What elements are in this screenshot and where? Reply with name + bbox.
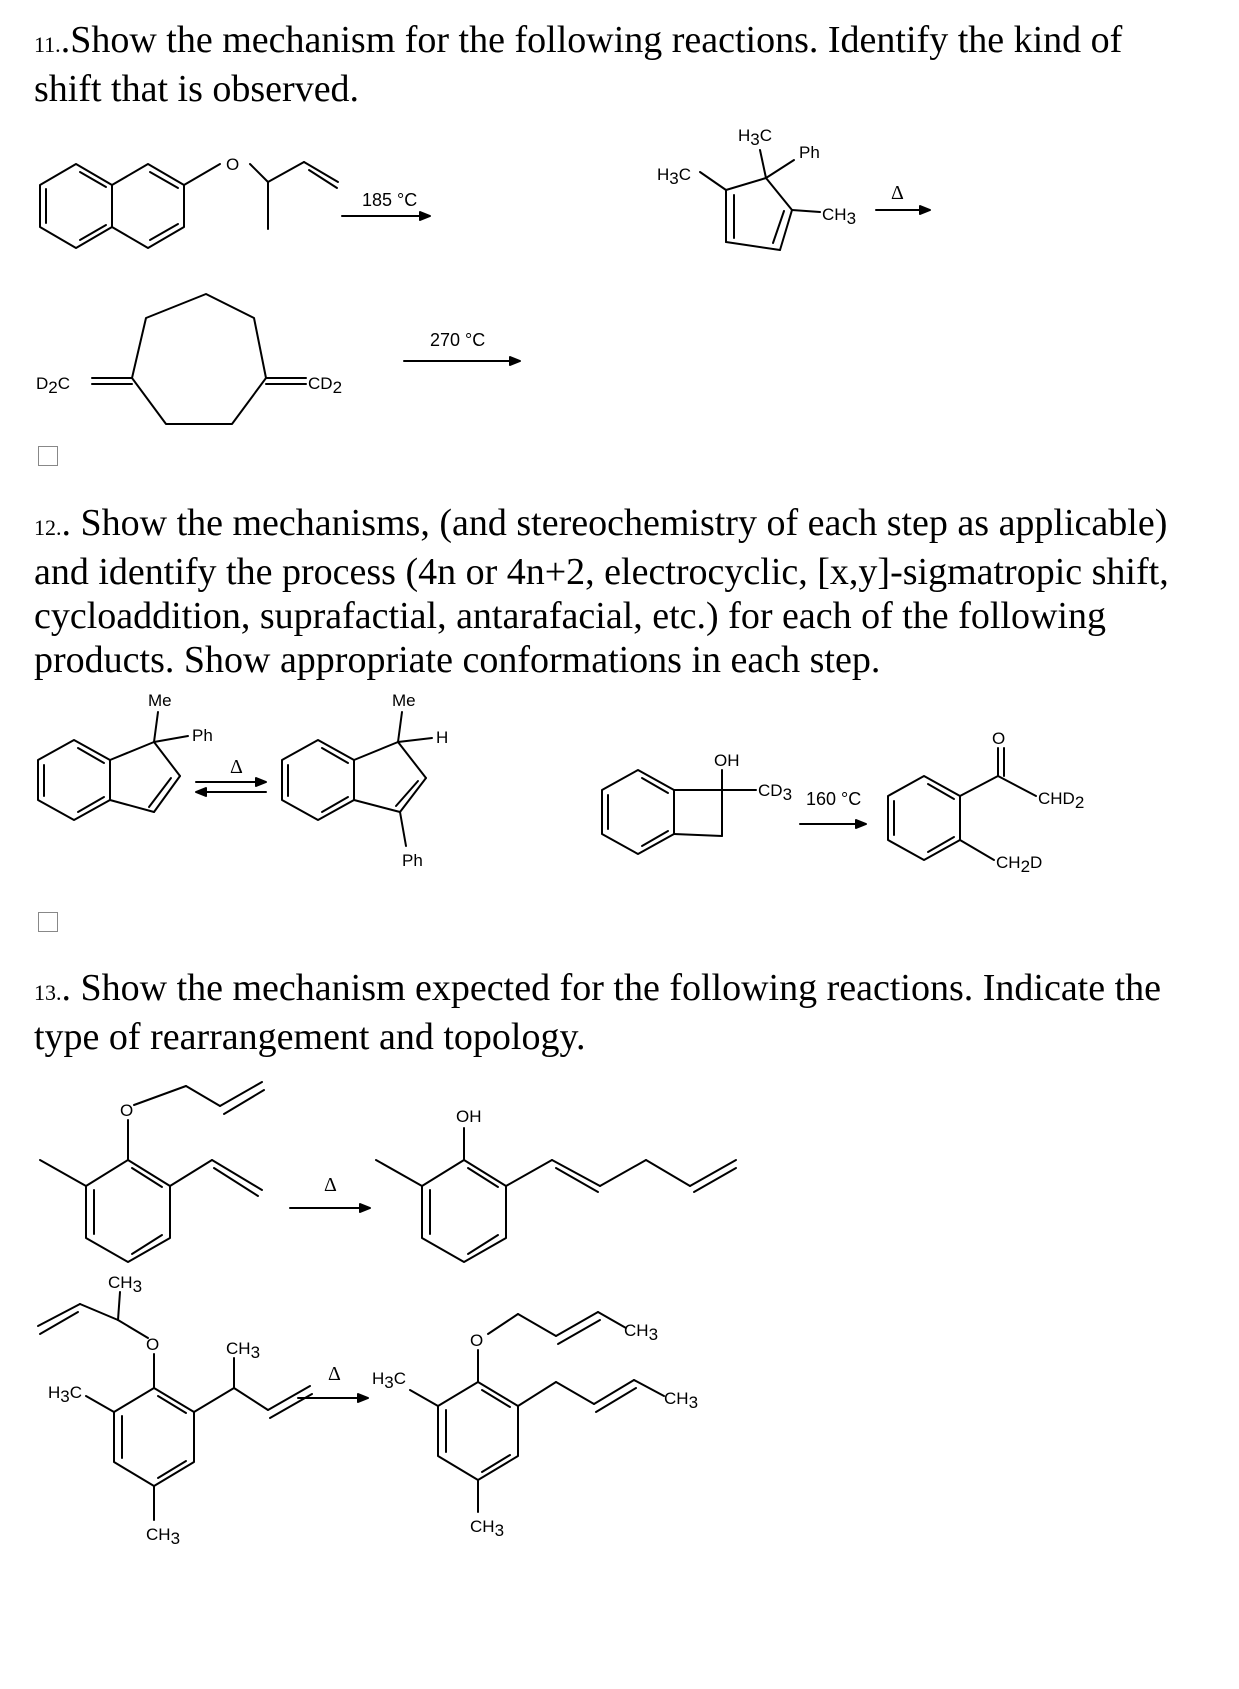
reaction-arrow-11a: [342, 212, 430, 220]
question-12-line4: products. Show appropriate conformations in each step.: [34, 639, 881, 681]
label-CH3-13b-prod-top: CH3: [624, 1321, 659, 1344]
label-CD3: CD3: [758, 781, 793, 804]
aryl-ketone-product: [888, 748, 1036, 860]
label-O-11a: O: [226, 155, 240, 174]
label-Ph-11b: Ph: [799, 143, 820, 162]
condition-185: 185 °C: [362, 190, 418, 210]
label-H-right: H: [436, 728, 449, 747]
indene-right: [282, 712, 432, 846]
label-O-13b-prod: O: [470, 1331, 484, 1350]
label-CH3-13b-prod-bottom: CH3: [470, 1517, 505, 1540]
question-13-line1: . Show the mechanism expected for the following reactions. Indicate the: [61, 967, 1162, 1009]
question-11-line1: .Show the mechanism for the following reactions. Identify the kind of: [60, 19, 1123, 61]
condition-270: 270 °C: [430, 330, 486, 350]
label-Ph-right: Ph: [402, 851, 423, 870]
condition-delta-11b: Δ: [891, 182, 904, 204]
question-12-line1: . Show the mechanisms, (and stereochemistry of each step as applicable): [61, 502, 1168, 544]
label-H3C-top: H3C: [738, 126, 773, 149]
product-13b: [410, 1312, 664, 1512]
question-12-number: 12.: [34, 515, 62, 540]
aryl-crotyl-ether-13b: [38, 1292, 312, 1520]
indene-left: [38, 712, 188, 820]
label-Me-left: Me: [148, 691, 172, 710]
equilibrium-arrow-12a: [196, 778, 266, 796]
label-Me-right: Me: [392, 691, 416, 710]
condition-delta-13a: Δ: [324, 1174, 337, 1196]
aryl-allyl-ether-13a: [40, 1082, 264, 1262]
label-OH-13a: OH: [456, 1107, 482, 1126]
condition-160: 160 °C: [806, 789, 862, 809]
label-CD2-11c: CD2: [308, 374, 343, 397]
label-O-12b: O: [992, 729, 1006, 748]
question-11-number: 11.: [34, 32, 61, 57]
label-H3C-left: H3C: [657, 165, 692, 188]
condition-delta-13b: Δ: [328, 1363, 341, 1385]
label-OH-12b: OH: [714, 751, 740, 770]
question-11-line2: shift that is observed.: [34, 68, 360, 110]
reaction-arrow-12b: [800, 820, 866, 828]
label-CH2D: CH2D: [996, 853, 1043, 876]
reaction-arrow-11b: [876, 206, 930, 214]
phenol-product-13a: [376, 1128, 736, 1262]
label-CH3-13b-top: CH3: [108, 1273, 143, 1296]
reaction-arrow-13a: [290, 1204, 370, 1212]
label-CHD2: CHD2: [1038, 789, 1085, 812]
benzocyclobutenol: [602, 770, 756, 854]
condition-delta-12a: Δ: [230, 756, 243, 778]
label-CH3-13b-mid: CH3: [226, 1339, 261, 1362]
question-13-line2: type of rearrangement and topology.: [34, 1016, 586, 1058]
question-13-number: 13.: [34, 980, 62, 1005]
label-CH3-13b-prod-right: CH3: [664, 1389, 699, 1412]
dimethylene-cycloheptane: [92, 294, 306, 424]
label-H3C-13b: H3C: [48, 1383, 83, 1406]
label-Ph-left: Ph: [192, 726, 213, 745]
cyclopentadiene-substituted: [700, 150, 820, 250]
question-12-line3: cycloaddition, suprafactial, antarafacial, etc.) for each of the following: [34, 595, 1106, 637]
label-H3C-13b-prod: H3C: [372, 1369, 407, 1392]
question-12-line2: and identify the process (4n or 4n+2, electrocyclic, [x,y]-sigmatropic shift,: [34, 551, 1169, 593]
label-D2C: D2C: [36, 374, 71, 397]
label-O-13b: O: [146, 1335, 160, 1354]
reaction-arrow-11c: [404, 357, 520, 365]
label-CH3-13b-bottom: CH3: [146, 1525, 181, 1548]
label-O-13a: O: [120, 1101, 134, 1120]
naphthyl-allyl-ether: [40, 162, 338, 248]
label-CH3-11b: CH3: [822, 205, 857, 228]
